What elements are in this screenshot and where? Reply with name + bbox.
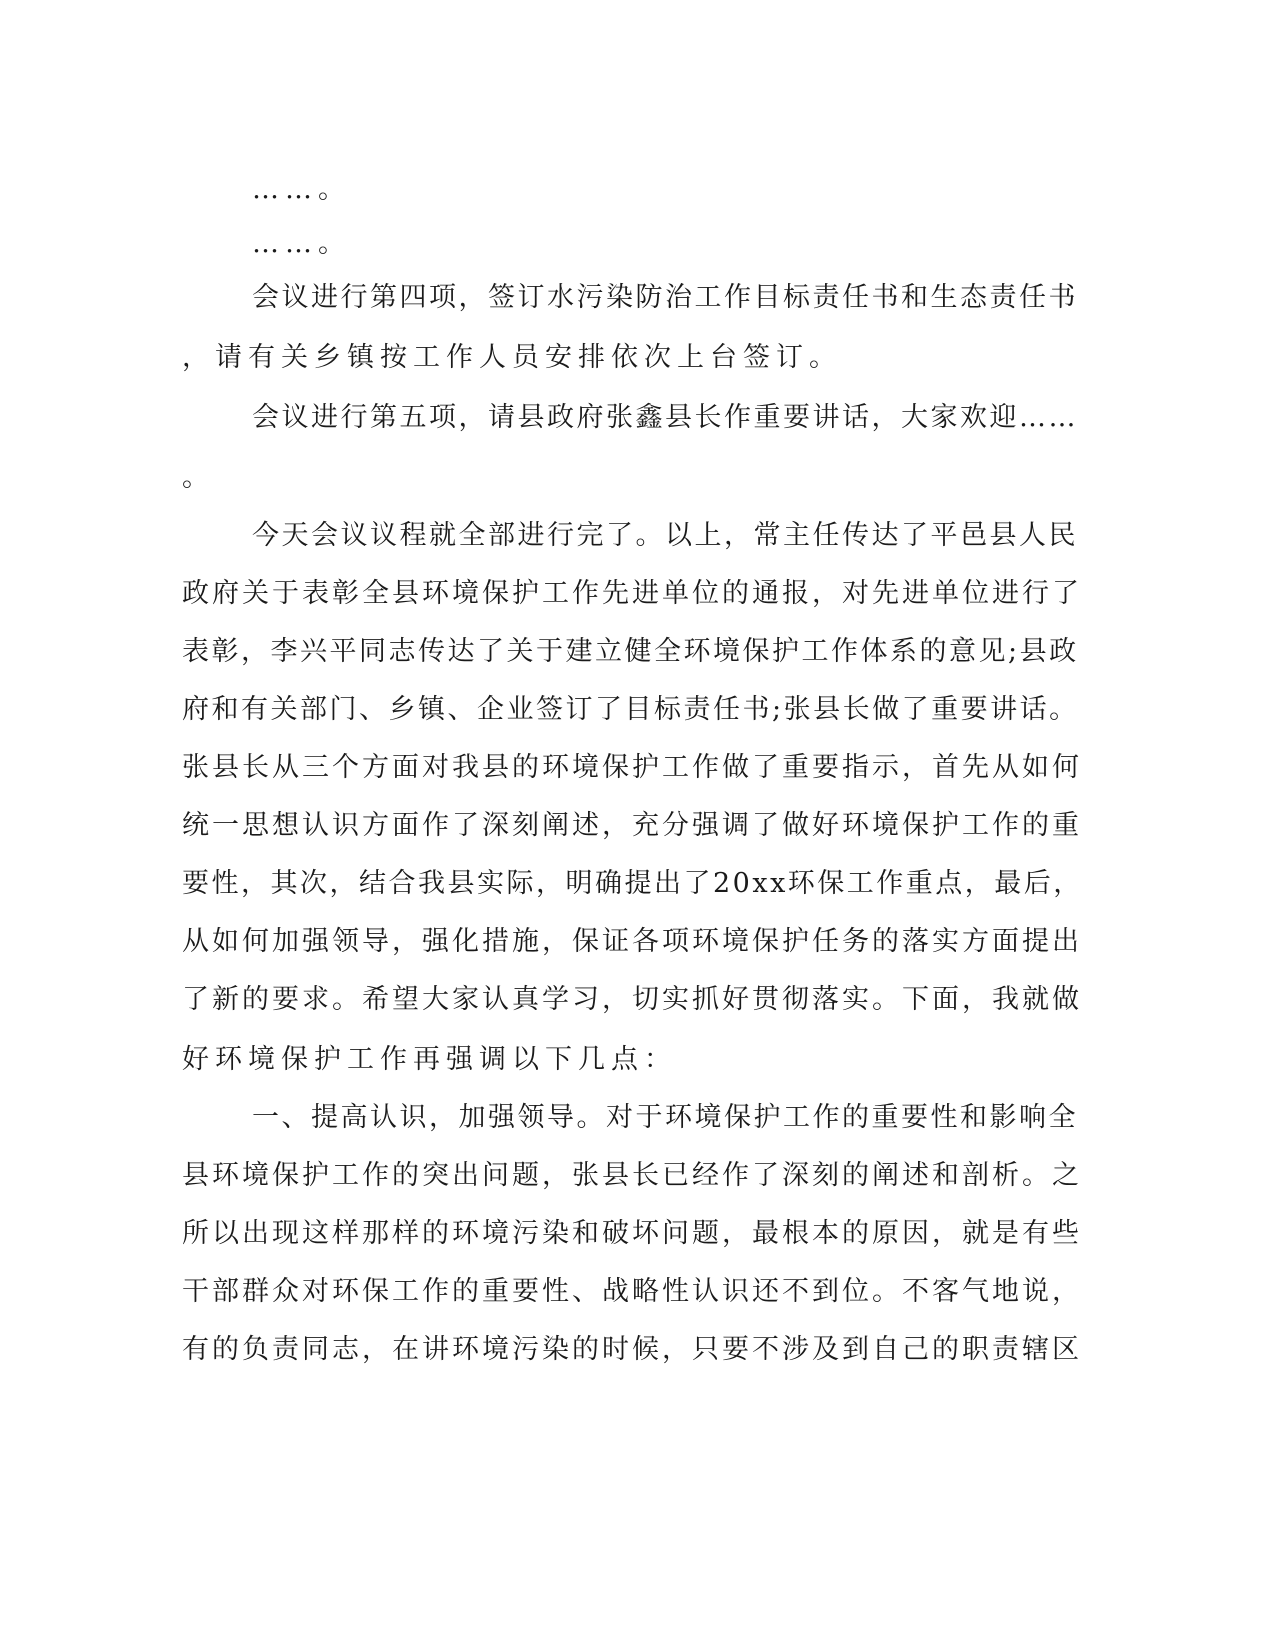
text-line: ……。 [252, 228, 351, 259]
text-line: 今天会议议程就全部进行完了。以上，常主任传达了平邑县人民 [252, 520, 1078, 551]
text-line: 张县长从三个方面对我县的环境保护工作做了重要指示，首先从如何 [182, 752, 1082, 783]
text-line: 表彰，李兴平同志传达了关于建立健全环境保护工作体系的意见;县政 [182, 636, 1079, 667]
text-line: ……。 [252, 174, 351, 205]
text-line: 要性，其次，结合我县实际，明确提出了20xx环保工作重点，最后， [182, 868, 1083, 899]
text-line: 府和有关部门、乡镇、企业签订了目标责任书;张县长做了重要讲话。 [182, 694, 1079, 725]
text-line: 。 [182, 462, 215, 493]
text-line: 好环境保护工作再强调以下几点： [182, 1044, 677, 1075]
text-line: 政府关于表彰全县环境保护工作先进单位的通报，对先进单位进行了 [182, 578, 1082, 609]
text-line: 会议进行第五项，请县政府张鑫县长作重要讲话，大家欢迎…… [252, 402, 1078, 433]
text-line: 有的负责同志，在讲环境污染的时候，只要不涉及到自己的职责辖区 [182, 1334, 1082, 1365]
text-line: 了新的要求。希望大家认真学习，切实抓好贯彻落实。下面，我就做 [182, 984, 1082, 1015]
text-line: 会议进行第四项，签订水污染防治工作目标责任书和生态责任书 [252, 282, 1078, 313]
text-line: 所以出现这样那样的环境污染和破坏问题，最根本的原因，就是有些 [182, 1218, 1082, 1249]
text-line: 从如何加强领导，强化措施，保证各项环境保护任务的落实方面提出 [182, 926, 1082, 957]
text-line: 干部群众对环保工作的重要性、战略性认识还不到位。不客气地说， [182, 1276, 1082, 1307]
text-line: ，请有关乡镇按工作人员安排依次上台签订。 [182, 342, 842, 373]
text-line: 一、提高认识，加强领导。对于环境保护工作的重要性和影响全 [252, 1102, 1078, 1133]
text-line: 县环境保护工作的突出问题，张县长已经作了深刻的阐述和剖析。之 [182, 1160, 1082, 1191]
text-line: 统一思想认识方面作了深刻阐述，充分强调了做好环境保护工作的重 [182, 810, 1082, 841]
